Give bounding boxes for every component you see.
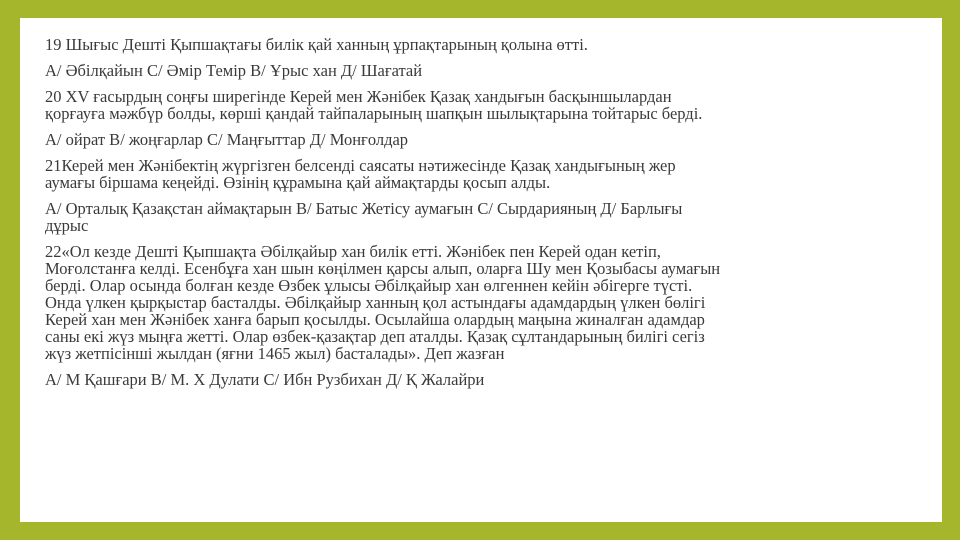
text-line: А/ Әбілқайын С/ Әмір Темір В/ Ұрыс хан Д/ Шағатай: [45, 61, 423, 80]
answers-22: [45, 371, 920, 388]
text-line: 22«Ол кезде Дешті Қыпшақта Әбілқайыр хан билік етті. Жәнібек пен Керей одан кетіп,: [45, 242, 661, 261]
question-20: [45, 88, 920, 122]
text-line: 20 XV ғасырдың соңғы ширегінде Керей мен Жәнібек Қазақ хандығын басқыншылардан: [45, 87, 672, 106]
answers-21: [45, 200, 920, 234]
text-line: Моғолстанға келді. Есенбұға хан шын көңілмен қарсы алып, оларға Шу мен Қозыбасы аумағын: [45, 259, 721, 278]
text-line: 21Керей мен Жәнібектің жүргізген белсенді саясаты нәтижесінде Қазақ хандығының жер: [45, 156, 676, 175]
text-line: А/ М Қашғари В/ М. Х Дулати С/ Ибн Рузбихан Д/ Қ Жалайри: [45, 370, 485, 389]
text-line: жүз жетпісінші жылдан (яғни 1465 жыл) басталады». Деп жазған: [45, 344, 505, 363]
text-line: қорғауға мәжбүр болды, көрші қандай тайпаларының шапқын шылықтарына тойтарыс берді.: [45, 104, 703, 123]
question-19: [45, 36, 920, 53]
text-line: 19 Шығыс Дешті Қыпшақтағы билік қай ханның ұрпақтарының қолына өтті.: [45, 35, 588, 54]
slide-page: [20, 18, 942, 522]
question-text-block: [45, 36, 920, 397]
text-line: Онда үлкен қырқыстар басталды. Әбілқайыр ханның қол астындағы адамдардың үлкен бөлігі: [45, 293, 706, 312]
question-22: [45, 243, 920, 362]
answers-20: [45, 131, 920, 148]
text-line: А/ ойрат В/ жоңғарлар С/ Маңғыттар Д/ Монғолдар: [45, 130, 409, 149]
text-line: берді. Олар осында болған кезде Өзбек ұлысы Әбілқайыр хан өлгеннен кейін әбігерге түсті.: [45, 276, 693, 295]
text-line: Керей хан мен Жәнібек ханға барып қосылды. Осылайша олардың маңына жиналған адамдар: [45, 310, 705, 329]
text-line: А/ Орталық Қазақстан аймақтарын В/ Батыс Жетісу аумағын С/ Сырдарияның Д/ Барлығы: [45, 199, 683, 218]
text-line: аумағы біршама кеңейді. Өзінің құрамына қай аймақтарды қосып алды.: [45, 173, 551, 192]
text-line: дұрыс: [45, 216, 89, 235]
question-21: [45, 157, 920, 191]
answers-19: [45, 62, 920, 79]
text-line: саны екі жүз мыңға жетті. Олар өзбек-қазақтар деп аталды. Қазақ сұлтандарының билігі сегіз: [45, 327, 705, 346]
